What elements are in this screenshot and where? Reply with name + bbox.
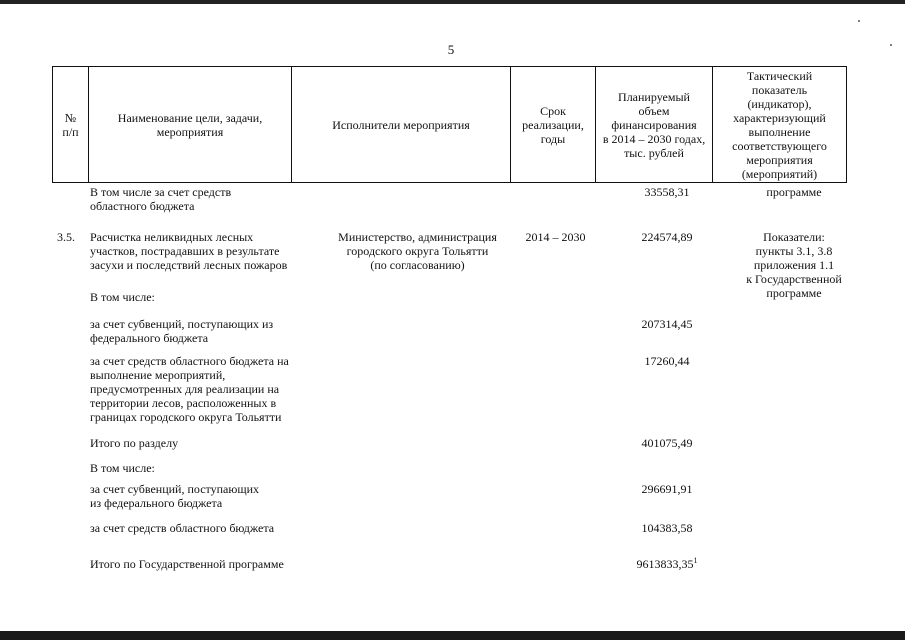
text-lines: В том числе за счет средств областного бюджета bbox=[90, 185, 232, 213]
row-name: В том числе: bbox=[90, 461, 155, 475]
row-name bbox=[90, 230, 287, 272]
row-value: 207314,45 bbox=[641, 317, 693, 331]
row-term: 2014 – 2030 bbox=[525, 230, 586, 244]
row-name bbox=[90, 185, 231, 213]
text-lines: Показатели: пункты 3.1, 3.8 приложения 1.1 к Государственной программе bbox=[746, 230, 842, 300]
header-term bbox=[511, 67, 596, 183]
table-header-row bbox=[53, 67, 847, 183]
row-value: 224574,89 bbox=[641, 230, 693, 244]
text-lines: Планируемый объем финансирования в 2014 – 2030 годах, тыс. рублей bbox=[602, 89, 706, 160]
row-value bbox=[612, 557, 722, 571]
text-lines: Срок реализации, годы bbox=[522, 103, 584, 146]
text-lines: за счет средств областного бюджета на выполнение мероприятий, предусмотренных для реализации на территории лесов, расположенных в границах городского округа Тольятти bbox=[90, 354, 289, 424]
row-indicator: программе bbox=[766, 185, 822, 199]
header-name bbox=[89, 67, 292, 183]
row-name: за счет средств областного бюджета bbox=[90, 521, 275, 535]
row-name: Итого по Государственной программе bbox=[90, 557, 284, 571]
text-lines: Тактический показатель (индикатор), характеризующий выполнение соответствующего мероприятия (мероприятий) bbox=[732, 68, 827, 181]
row-number: 3.5. bbox=[57, 230, 75, 244]
header-executors bbox=[292, 67, 511, 183]
row-name bbox=[90, 317, 273, 345]
row-value: 17260,44 bbox=[644, 354, 690, 368]
table-header bbox=[52, 66, 847, 183]
text-lines: за счет субвенций, поступающих из федерального бюджета bbox=[90, 317, 274, 345]
total-value: 9613833,35 bbox=[636, 557, 694, 571]
scan-speck bbox=[858, 20, 860, 22]
row-value: 104383,58 bbox=[641, 521, 693, 535]
page-number: 5 bbox=[447, 42, 455, 57]
scan-edge-bottom bbox=[0, 631, 905, 640]
text-lines: за счет субвенций, поступающих из федерального бюджета bbox=[90, 482, 259, 510]
row-name bbox=[90, 482, 259, 510]
header-number bbox=[53, 67, 89, 183]
text-lines: Министерство, администрация городского округа Тольятти (по согласованию) bbox=[338, 230, 497, 272]
footnote-mark: 1 bbox=[693, 556, 698, 565]
header-indicator bbox=[713, 67, 847, 183]
scan-speck bbox=[890, 44, 892, 46]
row-executors bbox=[308, 230, 527, 272]
row-name bbox=[90, 354, 289, 424]
header-financing bbox=[596, 67, 713, 183]
row-indicator bbox=[730, 230, 858, 300]
row-value: 296691,91 bbox=[641, 482, 693, 496]
row-name: Итого по разделу bbox=[90, 436, 179, 450]
text-lines: Наименование цели, задачи, мероприятия bbox=[117, 110, 263, 139]
row-value: 33558,31 bbox=[644, 185, 690, 199]
scan-edge-top bbox=[0, 0, 905, 4]
text-lines: № п/п bbox=[62, 110, 79, 139]
row-value: 401075,49 bbox=[641, 436, 693, 450]
row-name: В том числе: bbox=[90, 290, 155, 304]
text-lines: Исполнители мероприятия bbox=[332, 117, 470, 132]
text-lines: Расчистка неликвидных лесных участков, пострадавших в результате засухи и последствий лесных пожаров bbox=[90, 230, 288, 272]
